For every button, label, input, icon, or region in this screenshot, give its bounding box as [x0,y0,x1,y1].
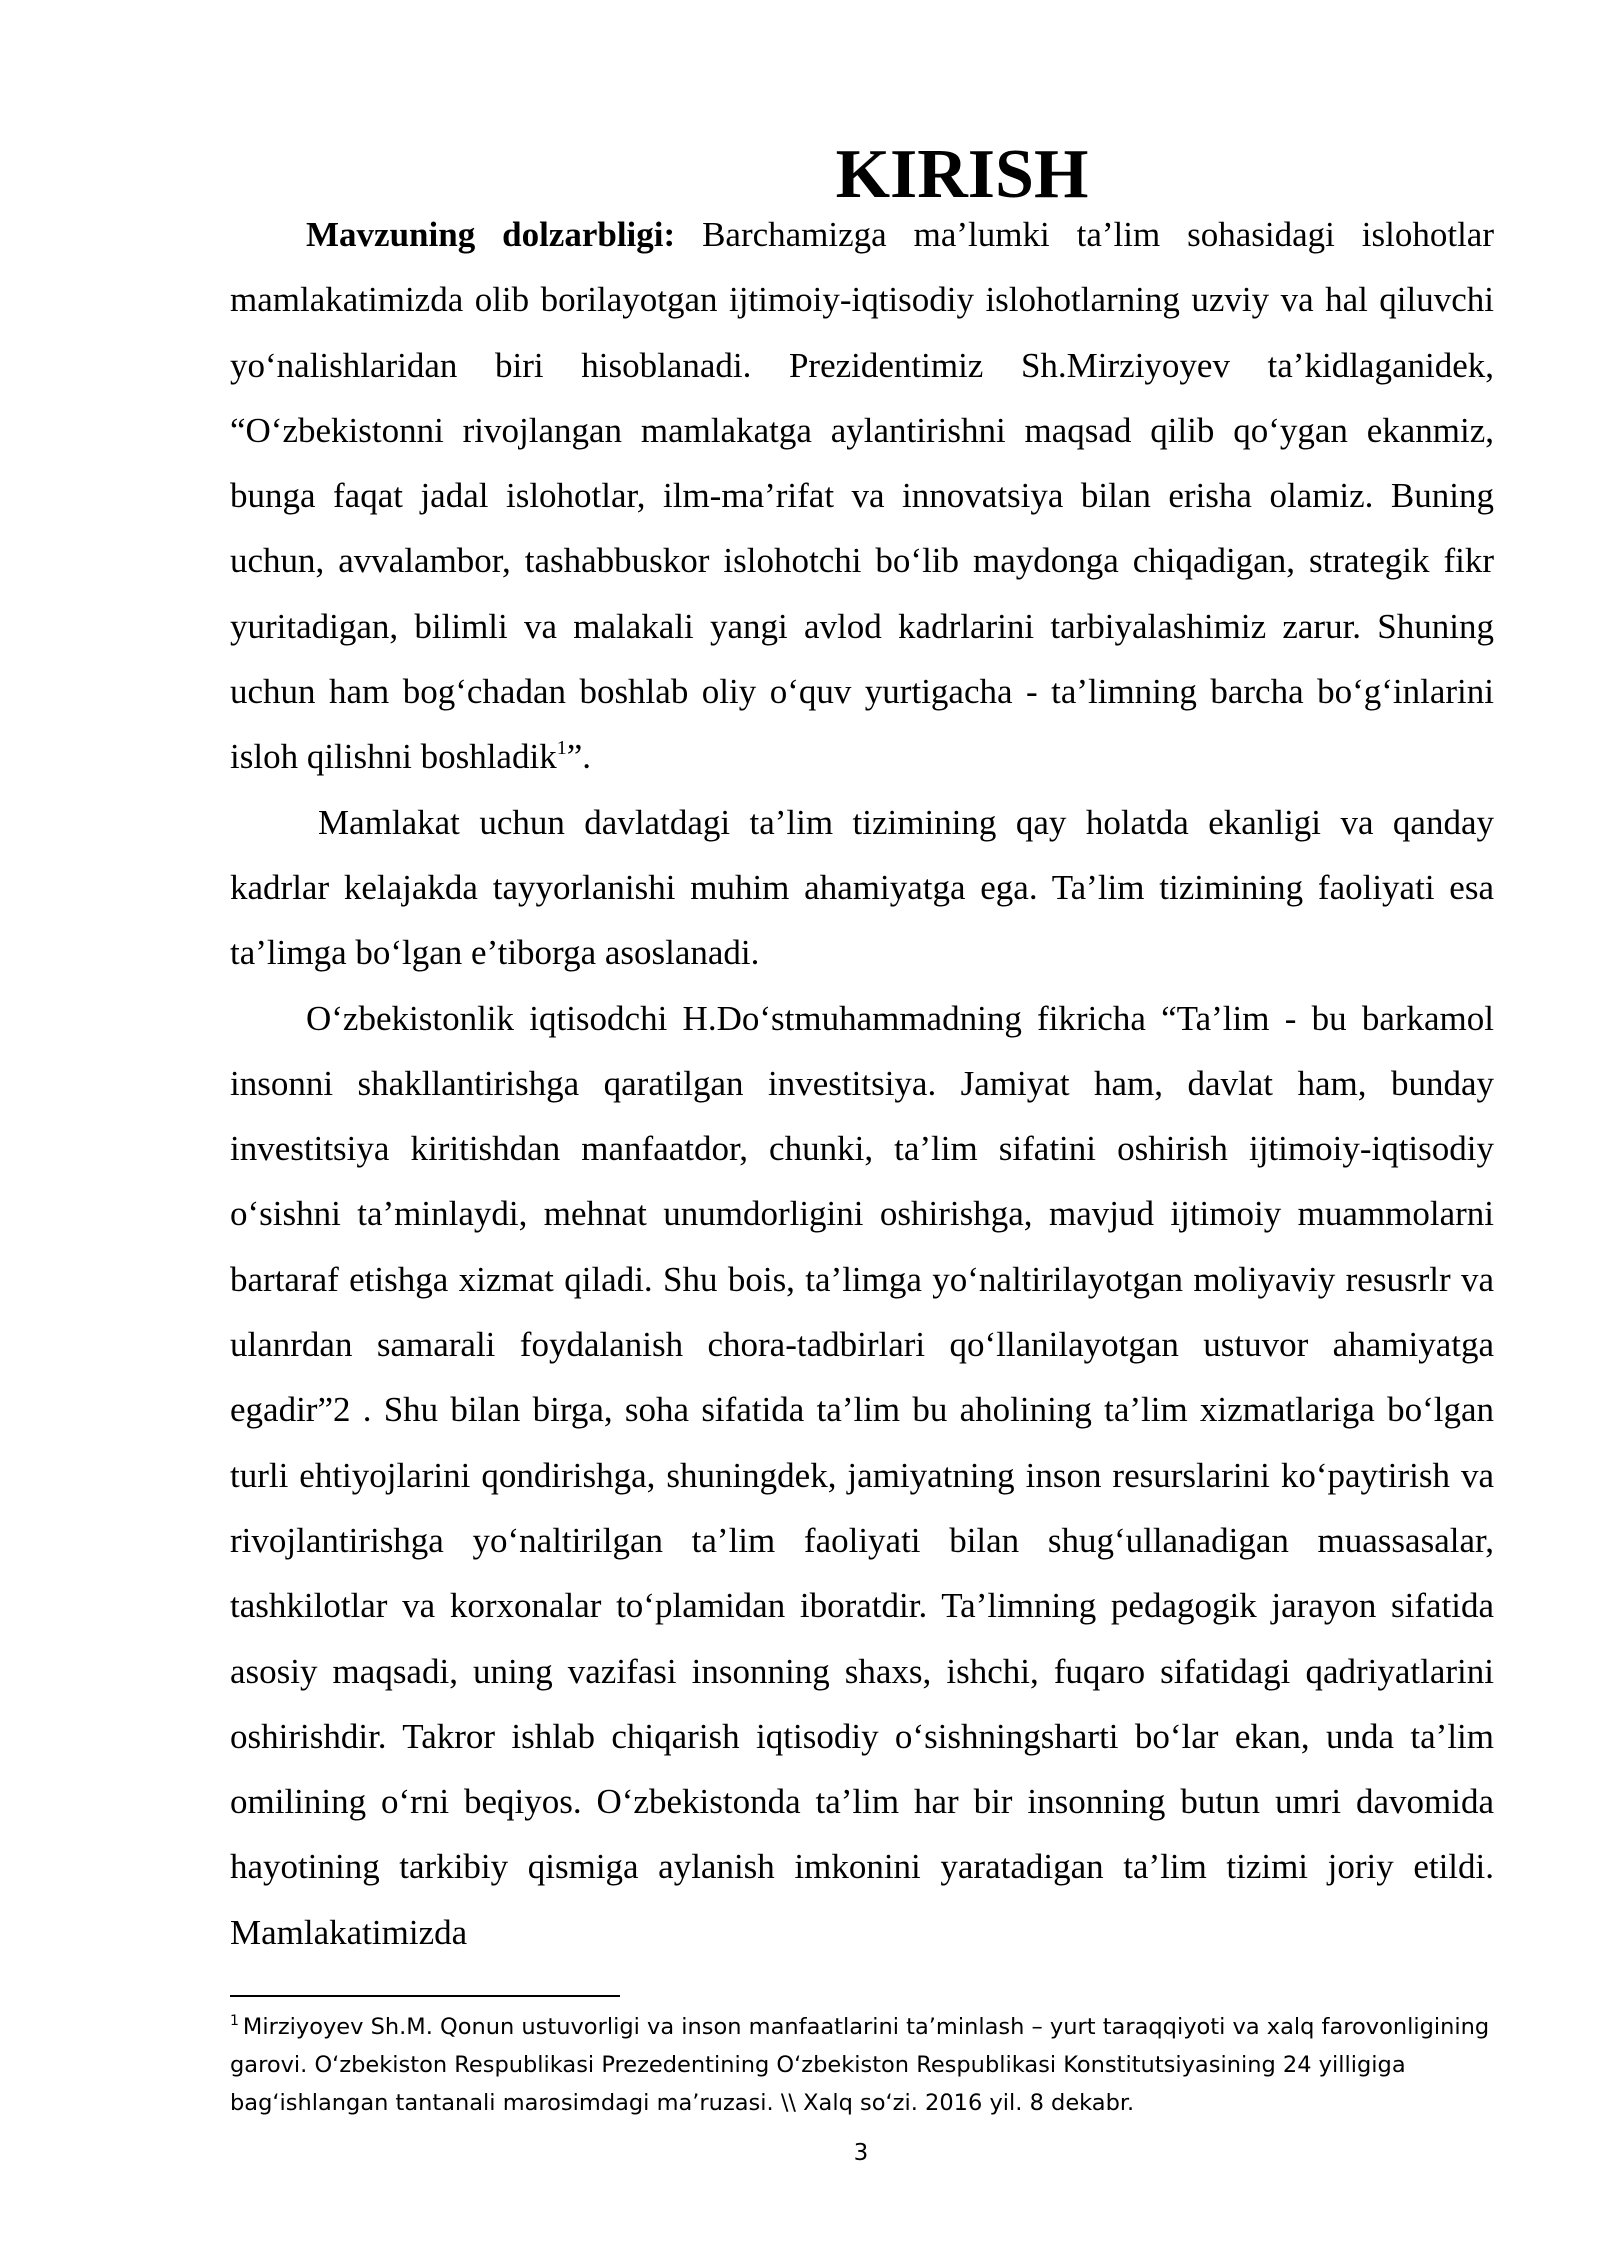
main-text [230,136,1494,1965]
footnote-text: Mirziyoyev Sh.M. Qonun ustuvorligi va inson manfaatlarini ta’minlash – yurt taraqqiyoti va xalq farovonligining garovi. O‘zbekiston Respublikasi Prezedentining O‘zbekiston Respublikasi Konstitutsiyasining 24 yilligiga bag‘ishlangan tantanali marosimdagi ma’ruzasi. \\ Xalq so‘zi. 2016 yil. 8 dekabr. [230,2014,1490,2116]
paragraph-tail: ”. [566,737,591,777]
paragraph-relevance [230,202,1494,790]
footnote-marker: 1 [230,2013,239,2029]
page-number: 3 [853,2140,869,2166]
paragraph-text: Barchamizga ma’lumki ta’lim sohasidagi islohotlar mamlakatimizda olib borilayotgan ijtimoiy-iqtisodiy islohotlarning uzviy va hal qiluvchi yo‘nalishlaridan biri hisoblanadi. Prezidentimiz Sh.Mirziyoyev ta’kidlaganidek, “O‘zbekistonni rivojlangan mamlakatga aylantirishni maqsad qilib qo‘ygan ekanmiz, bunga faqat jadal islohotlar, ilm-ma’rifat va innovatsiya bilan erisha olamiz. Buning uchun, avvalambor, tashabbuskor islohotchi bo‘lib maydonga chiqadigan, strategik fikr yuritadigan, bilimli va malakali yangi avlod kadrlarini tarbiyalashimiz zarur. Shuning uchun ham bog‘chadan boshlab oliy o‘quv yurtigacha - ta’limning barcha bo‘g‘inlarini isloh qilishni boshladik [230,215,1494,777]
paragraph-education-system: Mamlakat uchun davlatdagi ta’lim tizimining qay holatda ekanligi va qanday kadrlar kelajakda tayyorlanishi muhim ahamiyatga ega. Ta’lim tizimining faoliyati esa ta’limga bo‘lgan e’tiborga asoslanadi. [230,802,1494,973]
page-title: KIRISH [835,136,1089,213]
paragraph-lead: Mavzuning dolzarbligi: [306,215,676,254]
footnote-reference[interactable]: 1 [556,737,567,760]
footnote-separator [230,1995,620,1997]
paragraph-economist-view: O‘zbekistonlik iqtisodchi H.Do‘stmuhammadning fikricha “Ta’lim - bu barkamol insonni shakllantirishga qaratilgan investitsiya. Jamiyat ham, davlat ham, bunday investitsiya kiritishdan manfaatdor, chunki, ta’lim sifatini oshirish ijtimoiy-iqtisodiy o‘sishni ta’minlaydi, mehnat unumdorligini oshirishga, mavjud ijtimoiy muammolarni bartaraf etishga xizmat qiladi. Shu bois, ta’limga yo‘naltirilayotgan moliyaviy resusrlr va ulanrdan samarali foydalanish chora-tadbirlari qo‘llanilayotgan ustuvor ahamiyatga egadir”2 . Shu bilan birga, soha sifatida ta’lim bu aholining ta’lim xizmatlariga bo‘lgan turli ehtiyojlarini qondirishga, shuningdek, jamiyatning inson resurslarini ko‘paytirish va rivojlantirishga yo‘naltirilgan ta’lim faoliyati bilan shug‘ullanadigan muassasalar, tashkilotlar va korxonalar to‘plamidan iboratdir. Ta’limning pedagogik jarayon sifatida asosiy maqsadi, uning vazifasi insonning shaxs, ishchi, fuqaro sifatidagi qadriyatlarini oshirishdir. Takror ishlab chiqarish iqtisodiy o‘sishningsharti bo‘lar ekan, unda ta’lim omilining o‘rni beqiyos. O‘zbekistonda ta’lim har bir insonning butun umri davomida hayotining tarkibiy qismiga aylanish imkonini yaratadigan ta’lim tizimi joriy etildi. Mamlakatimizda [230,998,1494,1952]
footnote [230,2008,1494,2122]
